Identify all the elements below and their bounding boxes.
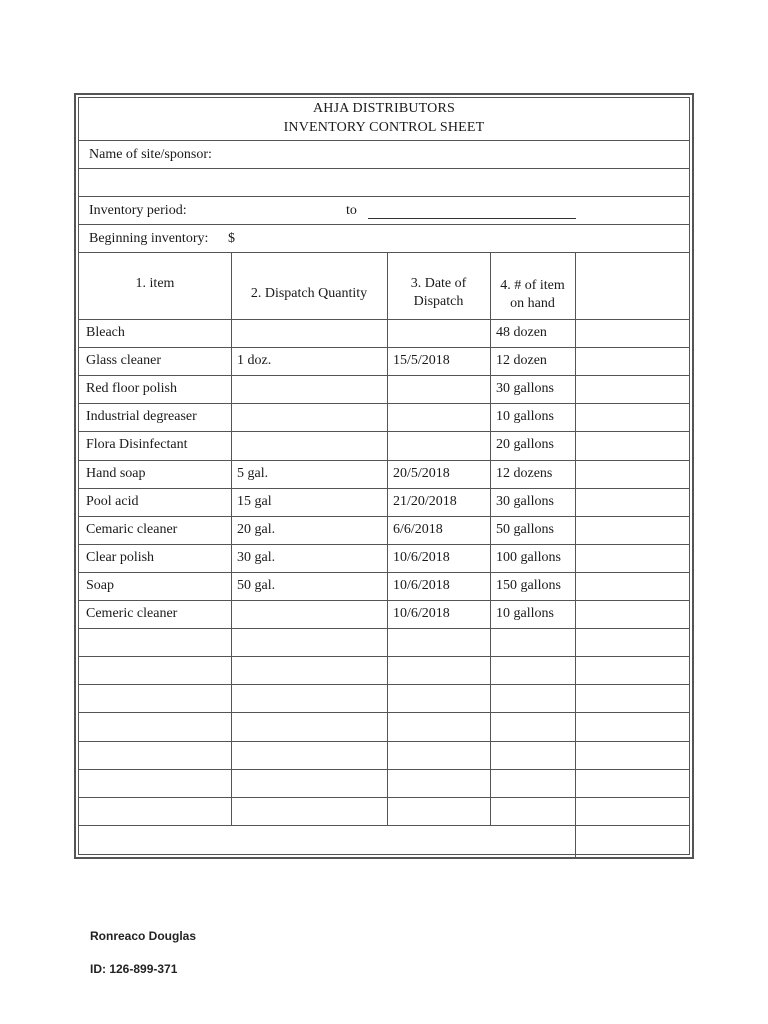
form-rule	[79, 140, 689, 141]
author-id: ID: 126-899-371	[90, 962, 178, 976]
table-row-rule	[79, 628, 689, 629]
period-end-line[interactable]	[368, 218, 576, 219]
form-rule	[79, 168, 689, 169]
table-cell-date: 10/6/2018	[393, 606, 450, 621]
column-header-date-line2: Dispatch	[413, 294, 464, 309]
column-divider	[575, 252, 576, 858]
column-header-onhand-line1: 4. # of item	[500, 278, 565, 293]
table-cell-qty: 15 gal	[237, 493, 272, 509]
table-cell-item: Industrial degreaser	[86, 409, 197, 425]
table-row-rule	[79, 544, 689, 545]
table-row-rule	[79, 347, 689, 348]
table-row-rule	[79, 431, 689, 432]
table-cell-onhand: 100 gallons	[496, 549, 561, 565]
table-cell-item: Red floor polish	[86, 381, 177, 397]
table-row-rule	[79, 684, 689, 685]
table-row-rule	[79, 488, 689, 489]
sheet-title-block	[79, 98, 689, 142]
table-cell-onhand: 10 gallons	[496, 606, 554, 621]
table-cell-date: 21/20/2018	[393, 493, 457, 509]
table-row-rule	[79, 797, 689, 798]
form-rule	[79, 224, 689, 225]
author-name: Ronreaco Douglas	[90, 929, 197, 943]
column-divider	[490, 252, 491, 825]
table-row-rule	[79, 460, 689, 461]
column-header-onhand	[490, 277, 575, 313]
column-header-date-line1: 3. Date of	[410, 276, 467, 291]
column-divider	[231, 252, 232, 825]
table-cell-qty: 20 gal.	[237, 521, 276, 537]
table-cell-date: 20/5/2018	[393, 465, 450, 481]
form-rule	[79, 252, 689, 253]
table-cell-item: Pool acid	[86, 493, 139, 509]
table-cell-item: Flora Disinfectant	[86, 437, 188, 453]
table-cell-date: 10/6/2018	[393, 577, 450, 593]
table-cell-onhand: 30 gallons	[496, 381, 554, 397]
column-header-onhand-line2: on hand	[510, 296, 555, 311]
table-cell-item: Glass cleaner	[86, 353, 162, 369]
site-label: Name of site/sponsor:	[89, 147, 212, 162]
beginning-currency: $	[228, 231, 235, 246]
table-cell-onhand: 150 gallons	[496, 577, 561, 593]
column-header-item: 1. item	[135, 276, 175, 291]
table-cell-qty: 50 gal.	[237, 577, 276, 593]
table-row-rule	[79, 600, 689, 601]
table-cell-qty: 30 gal.	[237, 549, 276, 565]
beginning-label: Beginning inventory:	[89, 231, 209, 246]
table-cell-item: Cemaric cleaner	[86, 521, 178, 537]
table-cell-date: 10/6/2018	[393, 549, 450, 565]
table-row-rule	[79, 375, 689, 376]
column-divider	[387, 252, 388, 825]
table-cell-qty: 5 gal.	[237, 465, 269, 481]
sheet-inner-border	[78, 97, 690, 855]
table-cell-onhand: 48 dozen	[496, 325, 547, 340]
table-cell-item: Hand soap	[86, 465, 146, 481]
table-cell-item: Cemeric cleaner	[86, 606, 178, 621]
form-rule	[79, 196, 689, 197]
table-cell-onhand: 30 gallons	[496, 493, 554, 509]
table-cell-onhand: 50 gallons	[496, 521, 554, 537]
table-cell-onhand: 10 gallons	[496, 409, 554, 425]
table-row-rule	[79, 825, 689, 826]
table-row-rule	[79, 741, 689, 742]
sheet-title: INVENTORY CONTROL SHEET	[283, 120, 485, 135]
table-row-rule	[79, 516, 689, 517]
table-cell-onhand: 12 dozens	[496, 465, 553, 481]
table-cell-item: Clear polish	[86, 549, 155, 565]
table-row-rule	[79, 656, 689, 657]
table-row-rule	[79, 572, 689, 573]
table-cell-onhand: 12 dozen	[496, 353, 547, 369]
table-cell-qty: 1 doz.	[237, 353, 272, 369]
table-cell-item: Bleach	[86, 325, 125, 340]
inventory-sheet	[74, 93, 694, 859]
table-cell-onhand: 20 gallons	[496, 437, 554, 453]
table-cell-date: 15/5/2018	[393, 353, 450, 369]
column-header-date	[387, 275, 490, 311]
table-row-rule	[79, 712, 689, 713]
table-row-rule	[79, 769, 689, 770]
period-label: Inventory period:	[89, 203, 187, 218]
company-name: AHJA DISTRIBUTORS	[313, 101, 455, 116]
table-cell-item: Soap	[86, 577, 114, 593]
header-rule	[79, 319, 689, 320]
column-header-quantity: 2. Dispatch Quantity	[250, 286, 368, 301]
table-row-rule	[79, 403, 689, 404]
table-cell-date: 6/6/2018	[393, 521, 443, 537]
period-to-label: to	[346, 203, 357, 218]
